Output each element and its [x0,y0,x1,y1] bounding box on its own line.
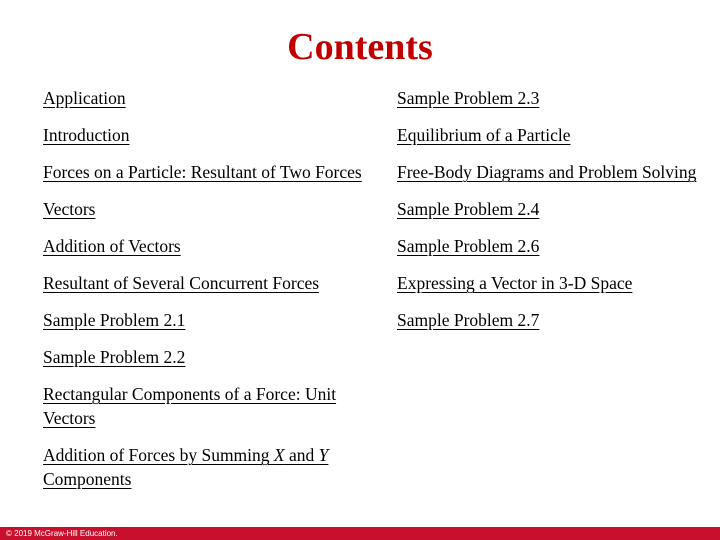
toc-link-vectors[interactable]: Vectors [43,199,96,219]
toc-text-part: Components [43,469,132,489]
toc-link-sample-problem-2-4[interactable]: Sample Problem 2.4 [397,199,540,219]
toc-link-addition-by-summing-components[interactable] [43,443,373,491]
footer-bar [0,527,720,540]
toc-link-sample-problem-2-7[interactable]: Sample Problem 2.7 [397,310,540,330]
toc-link-addition-of-vectors[interactable]: Addition of Vectors [43,236,181,256]
toc-text-part: and [284,445,319,465]
copyright-text: © 2019 McGraw-Hill Education. [6,529,118,538]
contents-right-column [397,86,697,345]
toc-link-sample-problem-2-6[interactable]: Sample Problem 2.6 [397,236,540,256]
toc-link-introduction[interactable]: Introduction [43,125,130,145]
toc-link-sample-problem-2-3[interactable]: Sample Problem 2.3 [397,88,540,108]
toc-link-resultant-concurrent-forces[interactable]: Resultant of Several Concurrent Forces [43,273,320,293]
toc-link-free-body-diagrams[interactable]: Free-Body Diagrams and Problem Solving [397,162,697,182]
toc-link-equilibrium-of-particle[interactable]: Equilibrium of a Particle [397,125,571,145]
toc-link-vector-3d-space[interactable]: Expressing a Vector in 3-D Space [397,273,633,293]
toc-text-part: Addition of Forces by Summing [43,445,274,465]
toc-link-application[interactable]: Application [43,88,126,108]
toc-symbol-y: Y [318,445,329,465]
toc-link-rectangular-components[interactable]: Rectangular Components of a Force: Unit Vectors [43,384,337,428]
contents-left-column [43,86,373,504]
toc-link-sample-problem-2-2[interactable]: Sample Problem 2.2 [43,347,186,367]
toc-link-sample-problem-2-1[interactable]: Sample Problem 2.1 [43,310,186,330]
toc-symbol-x: X [273,445,285,465]
toc-link-forces-on-particle[interactable]: Forces on a Particle: Resultant of Two Forces [43,162,362,182]
page-title: Contents [287,26,433,68]
